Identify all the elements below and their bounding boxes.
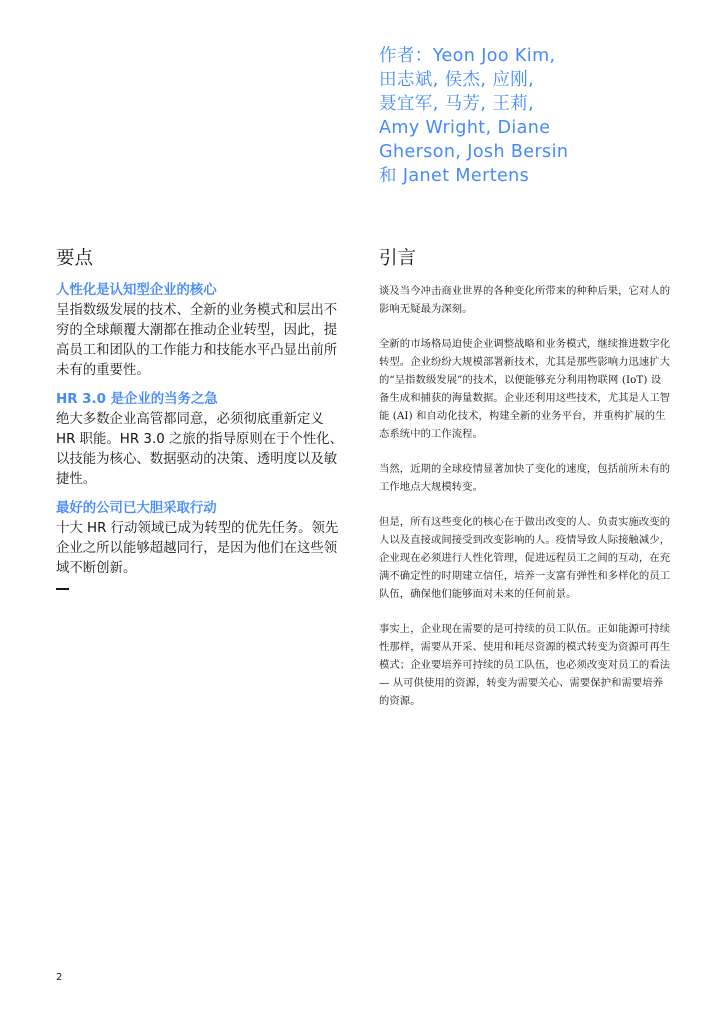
introduction-section [379,246,671,727]
key-point-title: 最好的公司已大胆采取行动 [56,501,217,516]
author-line: 田志斌, 侯杰, 应刚, [379,70,535,90]
key-point-body: 呈指数级发展的技术、全新的业务模式和层出不穷的全球颠覆大潮都在推动企业转型，因此，提高员工和团队的工作能力和技能水平凸显出前所未有的重要性。 [56,303,338,378]
introduction-paragraph: 谈及当今冲击商业世界的各种变化所带来的种种后果，它对人的影响无疑最为深刻。 [379,285,671,315]
introduction-paragraph: 事实上，企业现在需要的是可持续的员工队伍。正如能源可持续性那样，需要从开采、使用和耗尽资源的模式转变为资源可再生模式；企业要培养可持续的员工队伍，也必须改变对员工的看法 — 从可供使用的资源，转变为需要关心、需要保护和需要培养的资源。 [379,623,671,707]
introduction-paragraph: 但是，所有这些变化的核心在于做出改变的人、负责实施改变的人以及直接或间接受到改变影响的人。疫情导致人际接触减少，企业现在必须进行人性化管理，促进远程员工之间的互动，在充满不确定性的时期建立信任，培养一支富有弹性和多样化的员工队伍，确保他们能够面对未来的任何前景。 [379,516,671,600]
key-point-title: 人性化是认知型企业的核心 [56,283,217,298]
author-line: 聂宜军, 马芳, 王莉, [379,94,535,114]
introduction-heading: 引言 [379,248,417,269]
page-number: 2 [56,972,63,983]
introduction-paragraph: 当然，近期的全球疫情显著加快了变化的速度，包括前所未有的工作地点大规模转变。 [379,463,671,493]
author-line: 和 Janet Mertens [379,166,530,186]
key-point-body: 十大 HR 行动领域已成为转型的优先任务。领先企业之所以能够超越同行，是因为他们在这些领域不断创新。 [56,521,339,576]
introduction-paragraph: 全新的市场格局迫使企业调整战略和业务模式，继续推进数字化转型。企业纷纷大规模部署新技术，尤其是那些影响力迅速扩大的“呈指数级发展”的技术，以便能够充分利用物联网 (IoT) 设备生成和捕获的海量数据。企业还利用这些技术，尤其是人工智能 (AI) 和自动化技术，构建全新的业务平台，并重构扩展的生态系统中的工作流程。 [379,338,671,440]
key-points-section [56,246,346,590]
key-point-title: HR 3.0 是企业的当务之急 [56,392,218,407]
key-points-heading: 要点 [56,248,94,269]
author-line: Gherson, Josh Bersin [379,142,569,162]
section-divider [56,588,69,590]
author-list [379,44,679,188]
author-line: Amy Wright, Diane [379,118,551,138]
author-line: 作者：Yeon Joo Kim, [379,46,556,66]
key-point-body: 绝大多数企业高管都同意，必须彻底重新定义 HR 职能。HR 3.0 之旅的指导原则在于个性化、以技能为核心、数据驱动的决策、透明度以及敏捷性。 [56,412,344,487]
